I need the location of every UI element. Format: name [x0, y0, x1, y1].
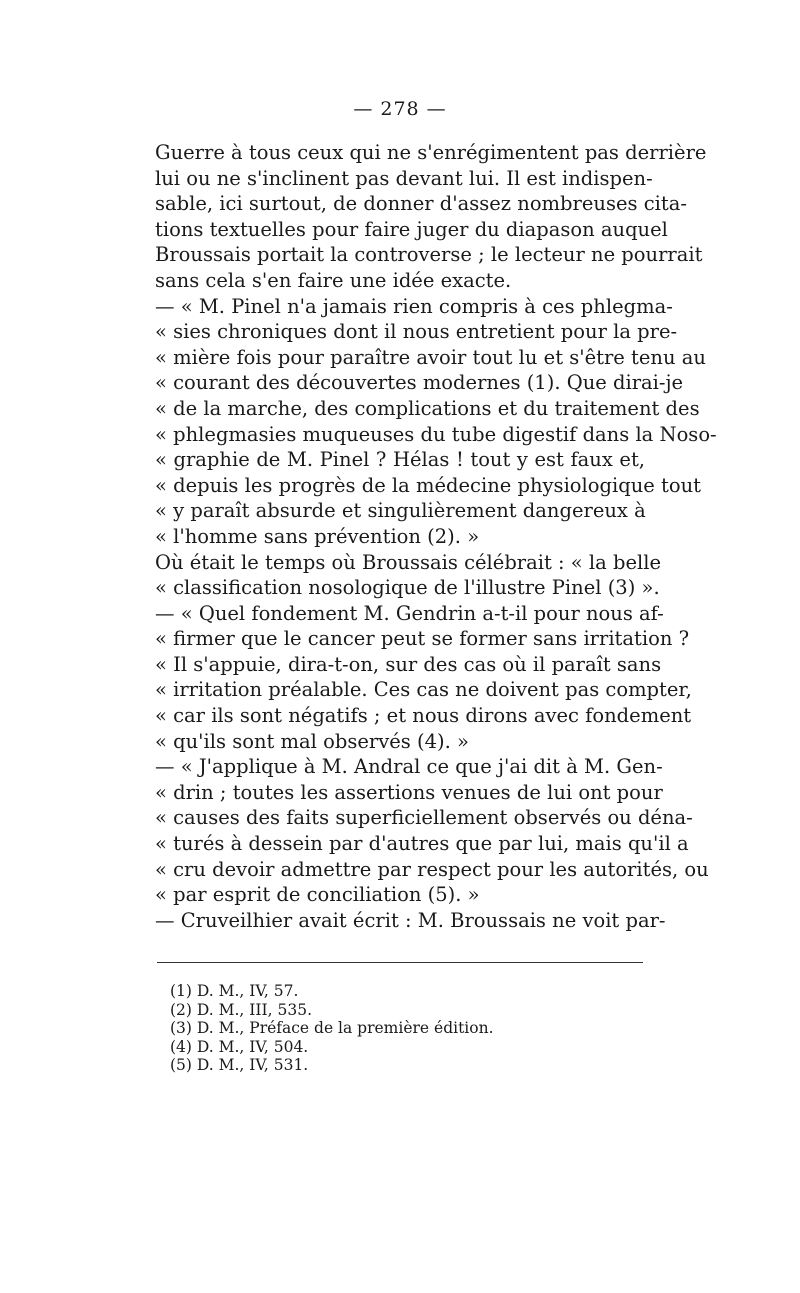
- text-line: — Cruveilhier avait écrit : M. Broussais ne voit par-: [155, 908, 666, 932]
- text-line: — « M. Pinel n'a jamais rien compris à ces phlegma-: [155, 294, 673, 318]
- footnotes: [170, 982, 570, 1075]
- footnote: (1) D. M., IV, 57.: [170, 982, 299, 1000]
- text-line: « qu'ils sont mal observés (4). »: [155, 729, 469, 753]
- text-line: « graphie de M. Pinel ? Hélas ! tout y est faux et,: [155, 448, 645, 472]
- footnote: (5) D. M., IV, 531.: [170, 1056, 309, 1075]
- text-line: sable, ici surtout, de donner d'assez nombreuses cita-: [155, 192, 687, 216]
- text-line: « cru devoir admettre par respect pour les autorités, ou: [155, 857, 709, 881]
- text-line: lui ou ne s'inclinent pas devant lui. Il est indispen-: [155, 166, 653, 190]
- text-line: sans cela s'en faire une idée exacte.: [155, 268, 512, 292]
- text-line: « irritation préalable. Ces cas ne doivent pas compter,: [155, 678, 692, 702]
- text-line: « y paraît absurde et singulièrement dangereux à: [155, 499, 646, 523]
- page-number: — 278 —: [353, 98, 447, 120]
- text-line: — « Quel fondement M. Gendrin a-t-il pour nous af-: [155, 601, 664, 625]
- text-line: — « J'applique à M. Andral ce que j'ai dit à M. Gen-: [155, 755, 663, 779]
- text-line: « par esprit de conciliation (5). »: [155, 883, 480, 907]
- footnote: (3) D. M., Préface de la première édition.: [170, 1019, 494, 1038]
- text-line: « Il s'appuie, dira-t-on, sur des cas où il paraît sans: [155, 652, 662, 676]
- text-line: « car ils sont négatifs ; et nous dirons avec fondement: [155, 704, 692, 728]
- text-line: « turés à dessein par d'autres que par lui, mais qu'il a: [155, 832, 689, 856]
- text-line: « l'homme sans prévention (2). »: [155, 524, 480, 548]
- text-line: « phlegmasies muqueuses du tube digestif dans la Noso-: [155, 422, 717, 446]
- text-line: « courant des découvertes modernes (1). Que dirai-je: [155, 371, 684, 395]
- text-line: « causes des faits superficiellement observés ou déna-: [155, 806, 693, 830]
- text-line: Broussais portait la controverse ; le lecteur ne pourrait: [155, 243, 703, 267]
- text-line: « de la marche, des complications et du traitement des: [155, 396, 700, 420]
- text-line: « depuis les progrès de la médecine physiologique tout: [155, 473, 701, 497]
- text-line: « drin ; toutes les assertions venues de lui ont pour: [155, 780, 663, 804]
- text-line: Guerre à tous ceux qui ne s'enrégimentent pas derrière: [155, 141, 707, 164]
- text-line: « firmer que le cancer peut se former sans irritation ?: [155, 627, 690, 651]
- footnote-divider: [157, 962, 643, 963]
- footnote: (4) D. M., IV, 504.: [170, 1037, 309, 1056]
- text-line: « sies chroniques dont il nous entretient pour la pre-: [155, 320, 678, 344]
- text-line: « classification nosologique de l'illustre Pinel (3) ».: [155, 576, 660, 600]
- text-line: tions textuelles pour faire juger du diapason auquel: [155, 217, 668, 241]
- body-text: [155, 140, 717, 933]
- footnote: (2) D. M., III, 535.: [170, 1000, 312, 1019]
- text-line: Où était le temps où Broussais célébrait : « la belle: [155, 550, 662, 574]
- text-line: « mière fois pour paraître avoir tout lu et s'être tenu au: [155, 345, 706, 369]
